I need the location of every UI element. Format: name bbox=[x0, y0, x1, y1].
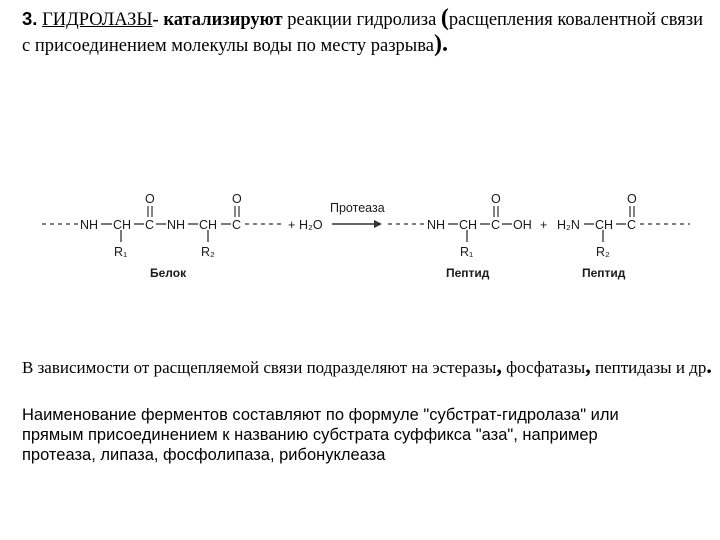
peptide1-nh: NH bbox=[427, 218, 446, 232]
water: H₂O bbox=[299, 218, 323, 232]
para1-comma-2: , bbox=[585, 353, 591, 378]
peptide2-ch: CH bbox=[595, 218, 614, 232]
peptide1-o: O bbox=[491, 192, 501, 206]
section-heading bbox=[22, 6, 712, 58]
plus-sign-2: + bbox=[540, 218, 548, 232]
protein-o1: O bbox=[145, 192, 155, 206]
protein-r2: R₂ bbox=[201, 245, 215, 259]
peptide1-ch: CH bbox=[459, 218, 478, 232]
para1-period: . bbox=[706, 353, 712, 378]
peptide2-h2n: H₂N bbox=[557, 218, 580, 232]
heading-definition: расщепления ковалентной связи с присоединением молекулы воды по месту разрыва bbox=[22, 10, 704, 56]
enzyme-class-term: ГИДРОЛАЗЫ bbox=[42, 10, 153, 30]
para1-text-2: фосфатазы bbox=[501, 358, 586, 377]
heading-dash: - bbox=[152, 10, 159, 30]
naming-paragraph: Наименование ферментов составляют по формуле "субстрат-гидролаза" или прямым присоединением к названию субстрата суффикса "аза", например протеаза, липаза, фосфолипаза, рибонуклеаза bbox=[22, 406, 619, 464]
protein-nh2: NH bbox=[167, 218, 186, 232]
heading-verb: катализируют bbox=[163, 10, 283, 30]
protein-c2: C bbox=[232, 218, 242, 232]
protein-c1: C bbox=[145, 218, 155, 232]
peptide2-o: O bbox=[627, 192, 637, 206]
peptide1-oh: OH bbox=[513, 218, 532, 232]
peptide2-c: C bbox=[627, 218, 637, 232]
protein-nh1: NH bbox=[80, 218, 99, 232]
enzyme-protease: Протеаза bbox=[330, 201, 385, 215]
para1-text-1: В зависимости от расщепляемой связи подразделяют на эстеразы bbox=[22, 358, 497, 377]
para1-comma-1: , bbox=[496, 353, 502, 378]
paren-close: ). bbox=[433, 31, 448, 57]
peptide1-r1: R₁ bbox=[460, 245, 474, 259]
paren-open: ( bbox=[440, 5, 449, 31]
protein-label: Белок bbox=[150, 266, 187, 280]
reaction-arrowhead bbox=[374, 220, 382, 228]
protein-ch2: CH bbox=[199, 218, 218, 232]
peptide2-label: Пептид bbox=[582, 266, 626, 280]
hydrolysis-reaction-diagram bbox=[0, 180, 720, 290]
peptide1-label: Пептид bbox=[446, 266, 490, 280]
section-number: 3. bbox=[22, 8, 38, 29]
protein-ch1: CH bbox=[113, 218, 132, 232]
plus-sign: + bbox=[288, 218, 296, 232]
classification-paragraph bbox=[22, 355, 714, 378]
peptide1-c: C bbox=[491, 218, 501, 232]
heading-text: реакции гидролиза bbox=[282, 10, 441, 30]
protein-o2: O bbox=[232, 192, 242, 206]
para1-text-3: пептидазы и др bbox=[590, 358, 707, 377]
protein-r1: R₁ bbox=[114, 245, 128, 259]
peptide2-r2: R₂ bbox=[596, 245, 610, 259]
